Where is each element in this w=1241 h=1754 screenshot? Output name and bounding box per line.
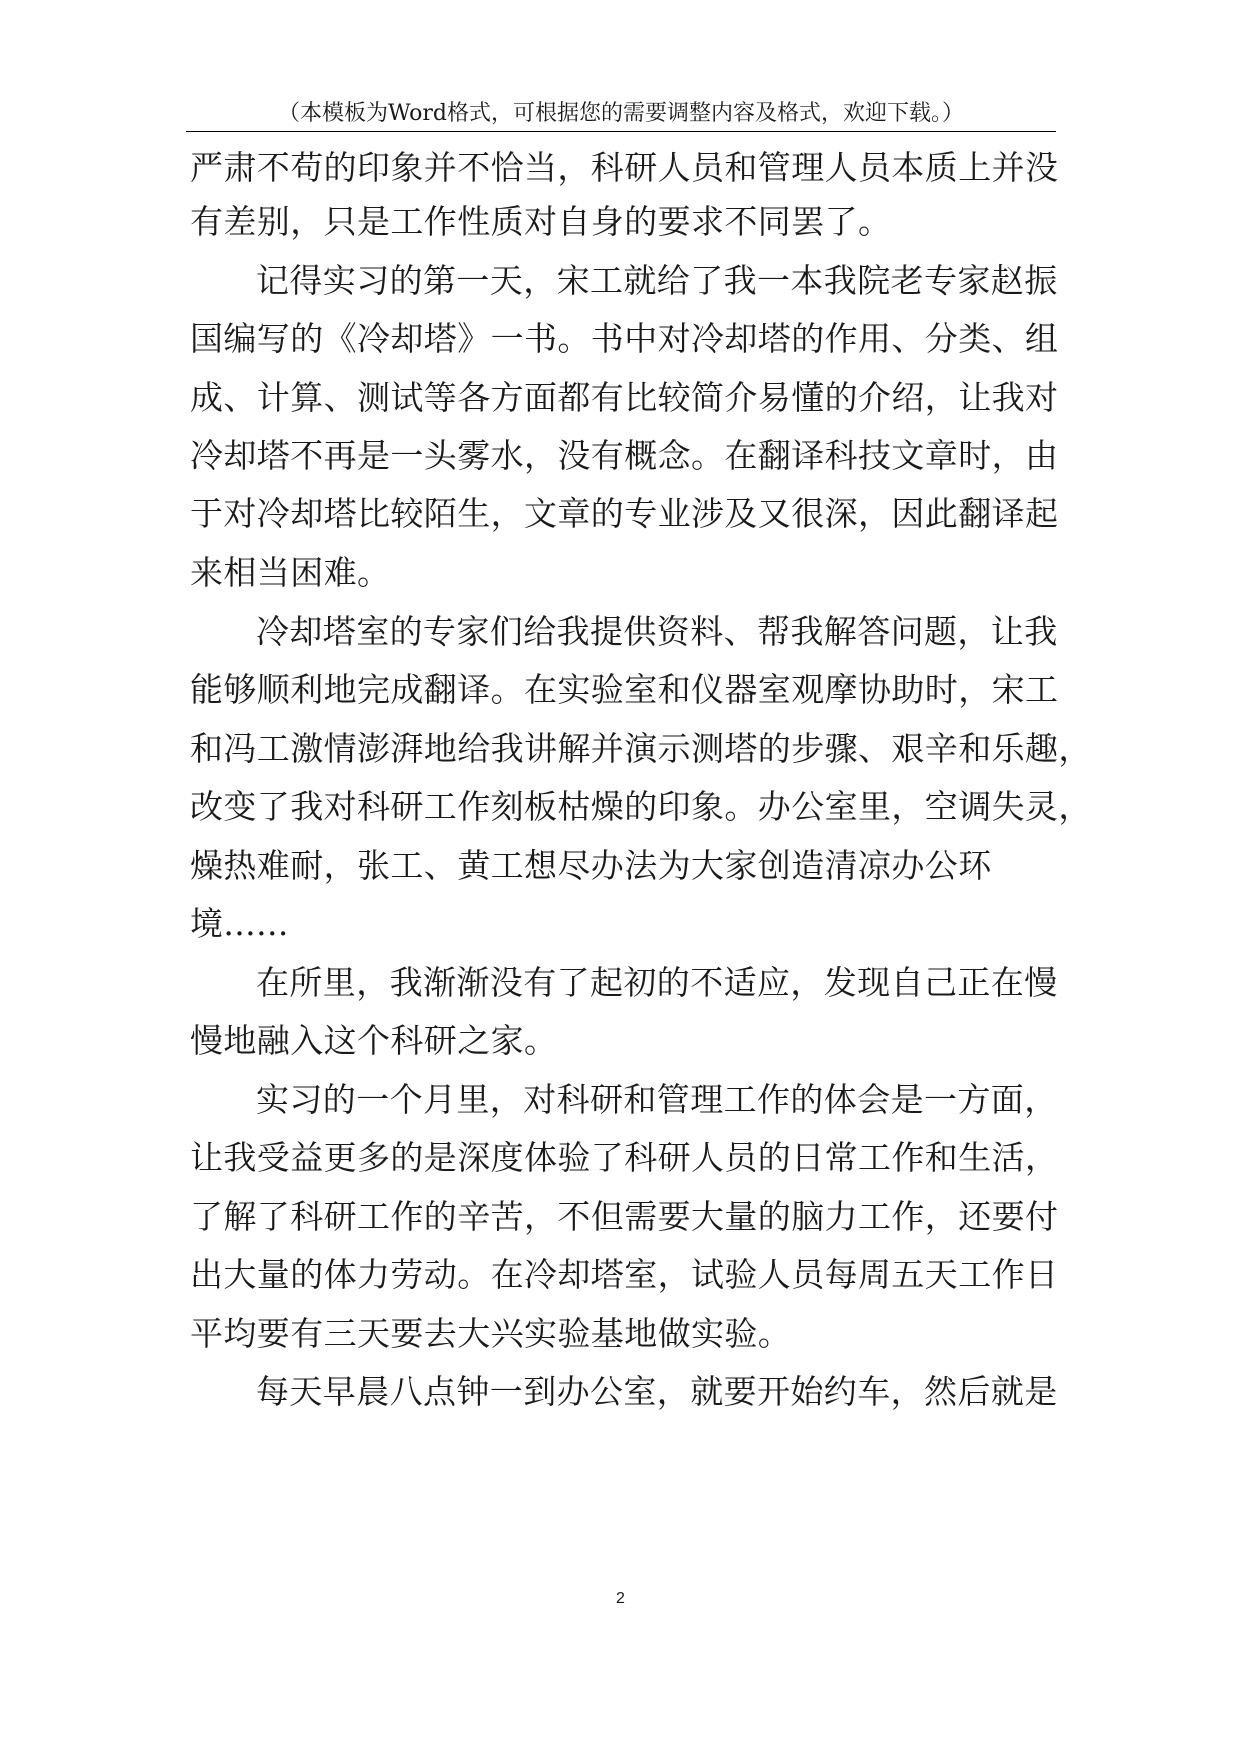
body-line: 能够顺利地完成翻译。在实验室和仪器室观摩协助时，宋工: [190, 670, 1059, 709]
body-line: 改变了我对科研工作刻板枯燥的印象。办公室里，空调失灵，: [190, 787, 1092, 826]
paragraph-start-line: 记得实习的第一天，宋工就给了我一本我院老专家赵振: [256, 261, 1058, 300]
body-line: 于对冷却塔比较陌生，文章的专业涉及又很深，因此翻译起: [190, 494, 1059, 533]
body-line: 燥热难耐，张工、黄工想尽办法为大家创造清凉办公环: [190, 846, 992, 885]
body-line: 国编写的《冷却塔》一书。书中对冷却塔的作用、分类、组: [190, 319, 1059, 358]
paragraph-start-line: 实习的一个月里，对科研和管理工作的体会是一方面，: [256, 1080, 1058, 1119]
body-line: 有差别，只是工作性质对自身的要求不同罢了。: [190, 202, 892, 241]
paragraph-start-line: 冷却塔室的专家们给我提供资料、帮我解答问题，让我: [256, 612, 1058, 651]
header-note: （本模板为Word格式，可根据您的需要调整内容及格式，欢迎下载。）: [278, 101, 964, 126]
body-line: 成、计算、测试等各方面都有比较简介易懂的介绍，让我对: [190, 378, 1059, 417]
page-number: 2: [616, 1590, 625, 1607]
body-line: 境......: [190, 904, 289, 943]
body-line: 平均要有三天要去大兴实验基地做实验。: [190, 1314, 792, 1353]
body-line: 让我受益更多的是深度体验了科研人员的日常工作和生活，: [190, 1138, 1059, 1177]
body-line: 严肃不苟的印象并不恰当，科研人员和管理人员本质上并没: [190, 148, 1059, 187]
paragraph-start-line: 每天早晨八点钟一到办公室，就要开始约车，然后就是: [256, 1372, 1058, 1411]
body-line: 慢地融入这个科研之家。: [190, 1021, 558, 1060]
body-line: 来相当困难。: [190, 553, 391, 592]
body-line: 了解了科研工作的辛苦，不但需要大量的脑力工作，还要付: [190, 1197, 1059, 1236]
body-line: 和冯工激情澎湃地给我讲解并演示测塔的步骤、艰辛和乐趣，: [190, 729, 1092, 768]
paragraph-start-line: 在所里，我渐渐没有了起初的不适应，发现自己正在慢: [256, 963, 1058, 1002]
header-divider: [186, 131, 1056, 132]
body-line: 出大量的体力劳动。在冷却塔室，试验人员每周五天工作日: [190, 1255, 1059, 1294]
body-line: 冷却塔不再是一头雾水，没有概念。在翻译科技文章时，由: [190, 436, 1059, 475]
